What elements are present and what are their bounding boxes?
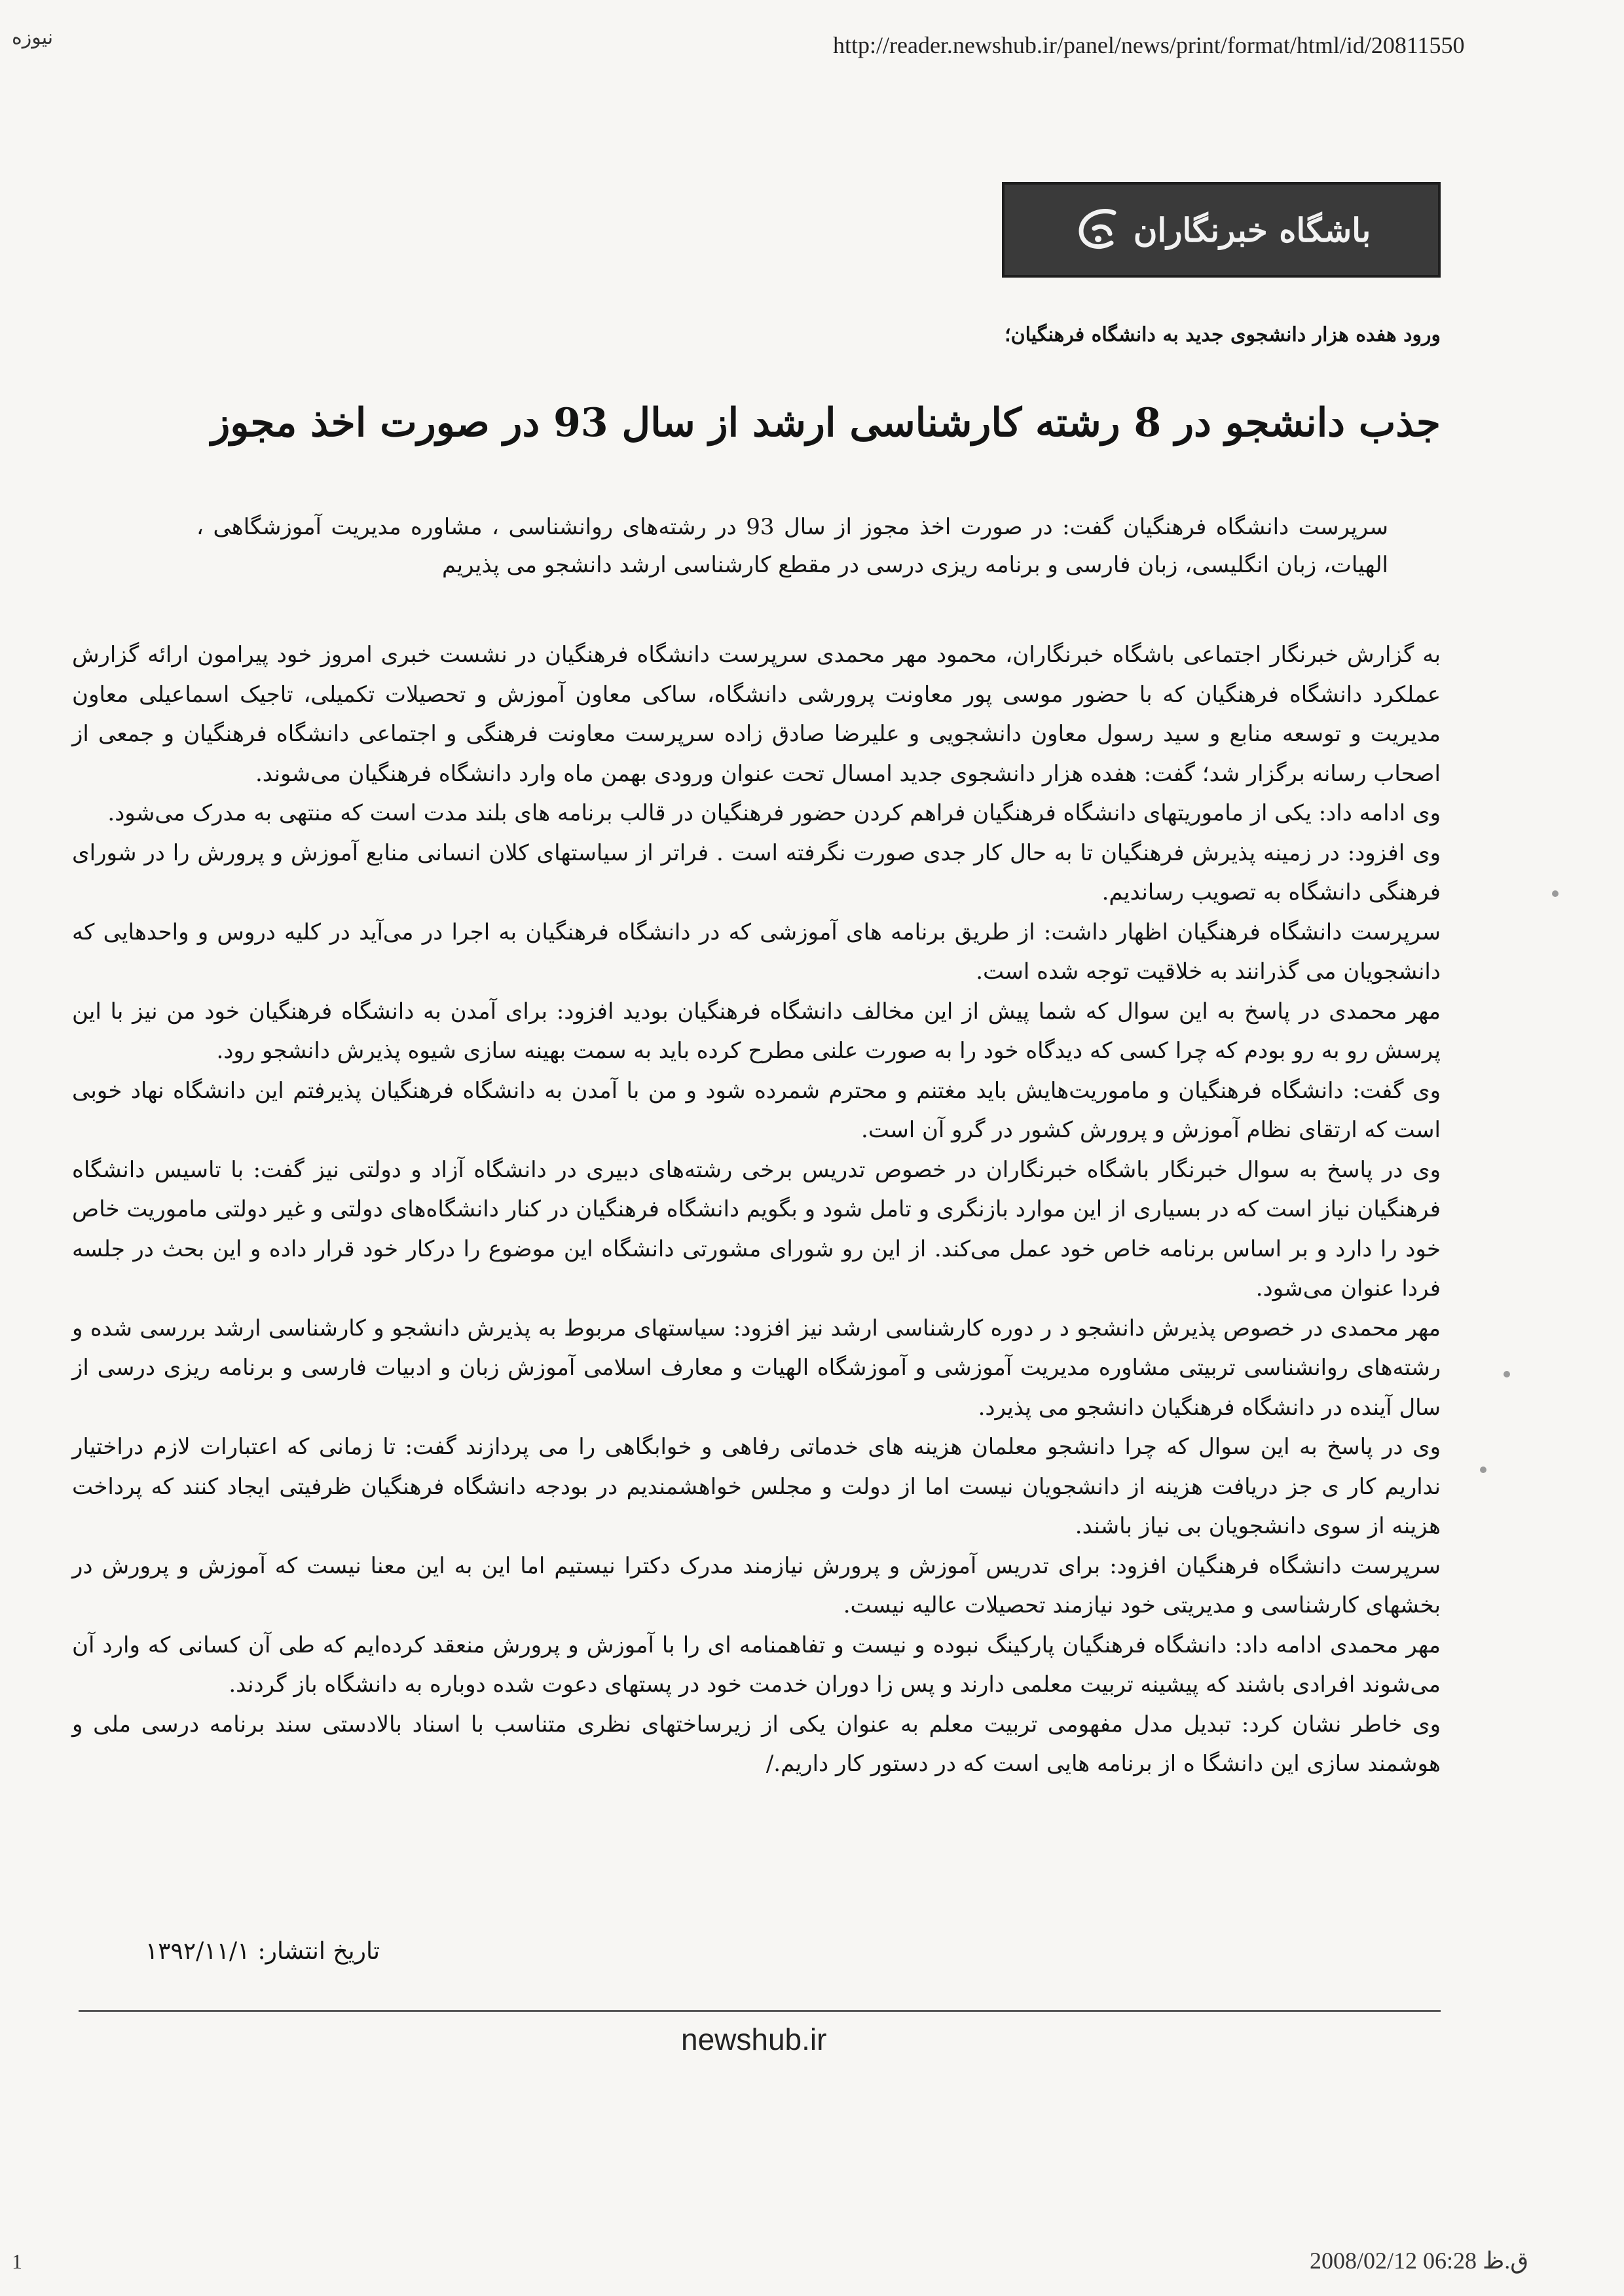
footer-divider	[79, 2010, 1441, 2012]
article-body	[72, 635, 1441, 1784]
body-paragraph: به گزارش خبرنگار اجتماعی باشگاه خبرنگاران، محمود مهر محمدی سرپرست دانشگاه فرهنگیان در نشست خبری امروز خود پیرامون ارائه گزارش عملکرد دانشگاه فرهنگیان که با حضور موسی پور معاونت پرورشی دانشگاه، ساکی معاون آموزش و تحصیلات تکمیلی، تاجیک اسماعیلی معاون مدیریت و توسعه منابع و سید رسول معاون دانشجویی و علیرضا صادق زاده سرپرست معاونت فرهنگی و اجتماعی دانشگاه فرهنگیان و جمعی از اصحاب رسانه برگزار شد؛ گفت: هفده هزار دانشجوی جدید امسال تحت عنوان ورودی بهمن ماه وارد دانشگاه فرهنگیان می‌شوند.	[72, 642, 1441, 787]
body-paragraph: وی ادامه داد: یکی از ماموریتهای دانشگاه فرهنگیان فراهم کردن حضور فرهنگیان در قالب برنامه های بلند مدت است که منتهی به مدرک می‌شود.	[107, 800, 1441, 826]
article-headline: جذب دانشجو در 8 رشته کارشناسی ارشد از سال 93 در صورت اخذ مجوز	[211, 400, 1441, 446]
article-kicker: ورود هفده هزار دانشجوی جدید به دانشگاه فرهنگیان؛	[1005, 323, 1441, 346]
logo-text: باشگاه خبرنگاران	[1133, 210, 1371, 249]
corner-label: نیوزه	[12, 26, 54, 49]
jeem-logo-icon	[1072, 204, 1124, 256]
body-paragraph: وی در پاسخ به سوال خبرنگار باشگاه خبرنگاران در خصوص تدریس برخی رشته‌های دبیری در دانشگاه آزاد و دولتی نیز گفت: با تاسیس دانشگاه فرهنگیان نیاز است که در بسیاری از این موارد بازنگری و تامل شود و بگویم دانشگاه فرهنگیان در کنار دانشگاه‌های دولتی و غیر دولتی ماموریت خاص خود را دارد و بر اساس برنامه خاص خود عمل می‌کند. از این رو شورای مشورتی دانشگاه این موضوع را درکار خود قرار داده و این بحث در جلسه فردا عنوان می‌شود.	[72, 1156, 1441, 1302]
scan-speck	[1504, 1371, 1510, 1377]
body-paragraph: وی گفت: دانشگاه فرهنگیان و ماموریت‌هایش باید مغتنم و محترم شمرده شود و من با آمدن به دانشگاه فرهنگیان پذیرفتم این دانشگاه نهاد خوبی است که ارتقای نظام آموزش و پرورش کشور در گرو آن است.	[72, 1077, 1441, 1143]
publisher-logo	[1002, 182, 1441, 278]
body-paragraph: مهر محمدی ادامه داد: دانشگاه فرهنگیان پارکینگ نبوده و نیست و تفاهمنامه ای را با آموزش و پرورش منعقد کرده‌ایم که طی آن کسانی که وارد آن می‌شوند افرادی باشند که پیشینه تربیت معلمی دارند و پس زا دوران خدمت خود در پستهای دعوت شده دوباره به دانشگاه باز گردند.	[72, 1631, 1441, 1698]
publish-date	[138, 1938, 380, 1965]
footer-site-link[interactable]: newshub.ir	[681, 2022, 827, 2056]
print-datetime: 2008/02/12 06:28 ق.ظ	[1310, 2248, 1529, 2274]
body-paragraph: وی افزود: در زمینه پذیرش فرهنگیان تا به حال کار جدی صورت نگرفته است . فراتر از سیاستهای کلان انسانی منابع آموزش و پرورش را در شورای فرهنگی دانشگاه به تصویب رساندیم.	[72, 839, 1441, 905]
article-lead: سرپرست دانشگاه فرهنگیان گفت: در صورت اخذ مجوز از سال 93 در رشته‌های روانشناسی ، مشاوره مدیریت آموزشگاهی ، الهیات، زبان انگلیسی، زبان فارسی و برنامه ریزی درسی در مقطع کارشناسی ارشد دانشجو می پذیریم	[196, 514, 1388, 578]
body-paragraph: مهر محمدی در پاسخ به این سوال که شما پیش از این مخالف دانشگاه فرهنگیان بودید افزود: برای آمدن به دانشگاه فرهنگیان خود من نیز با این پرسش رو به رو بودم که چرا کسی که دیدگاه خود را به صورت علنی مطرح کرده باید به سمت بهینه سازی شیوه پذیرش دانشجو رود.	[72, 998, 1441, 1064]
scan-speck	[1552, 890, 1559, 897]
body-paragraph: وی در پاسخ به این سوال که چرا دانشجو معلمان هزینه های خدماتی رفاهی و خوابگاهی را می پردازند گفت: تا زمانی که اعتبارات لازم دراختیار نداریم کار ی جز دریافت هزینه از دانشجویان نیست اما از دولت و مجلس خواهشمندیم در بودجه دانشگاه فرهنگیان ظرفیتی ایجاد کنند که پرداخت هزینه از سوی دانشجویان بی نیاز باشند.	[72, 1434, 1441, 1539]
publish-date-label: تاریخ انتشار:	[257, 1938, 380, 1965]
publish-date-value: ١٣٩٢/١١/١	[145, 1938, 250, 1965]
body-paragraph: وی خاطر نشان کرد: تبدیل مدل مفهومی تربیت معلم به عنوان یکی از زیرساختهای نظری متناسب با اسناد بالادستی سند برنامه درسی ملی و هوشمند سازی این دانشگا ه از برنامه هایی است که در دستور کار داریم./	[72, 1711, 1441, 1777]
page-number: 1	[12, 2250, 22, 2273]
body-paragraph: سرپرست دانشگاه فرهنگیان افزود: برای تدریس آموزش و پرورش نیازمند مدرک دکترا نیستیم اما این به این معنا نیست که آموزش و پرورش در بخشهای کارشناسی و مدیریتی خود نیازمند تحصیلات عالیه نیست.	[72, 1552, 1441, 1618]
scan-speck	[1480, 1467, 1486, 1473]
body-paragraph: سرپرست دانشگاه فرهنگیان اظهار داشت: از طریق برنامه های آموزشی که در دانشگاه فرهنگیان به اجرا در می‌آید در کلیه دروس و واحدهایی که دانشجویان می گذرانند به خلاقیت توجه شده است.	[72, 919, 1441, 985]
body-paragraph: مهر محمدی در خصوص پذیرش دانشجو د ر دوره کارشناسی ارشد نیز افزود: سیاستهای مربوط به پذیرش دانشجو و کارشناسی ارشد بررسی شده و رشته‌های روانشناسی تربیتی مشاوره مدیریت آموزشی و آموزشگاه الهیات و معارف اسلامی آموزش زبان و ادبیات فارسی و برنامه ریزی درسی از سال آینده در دانشگاه فرهنگیان دانشجو می پذیرد.	[72, 1315, 1441, 1421]
source-url: http://reader.newshub.ir/panel/news/print/format/html/id/20811550	[833, 32, 1465, 58]
